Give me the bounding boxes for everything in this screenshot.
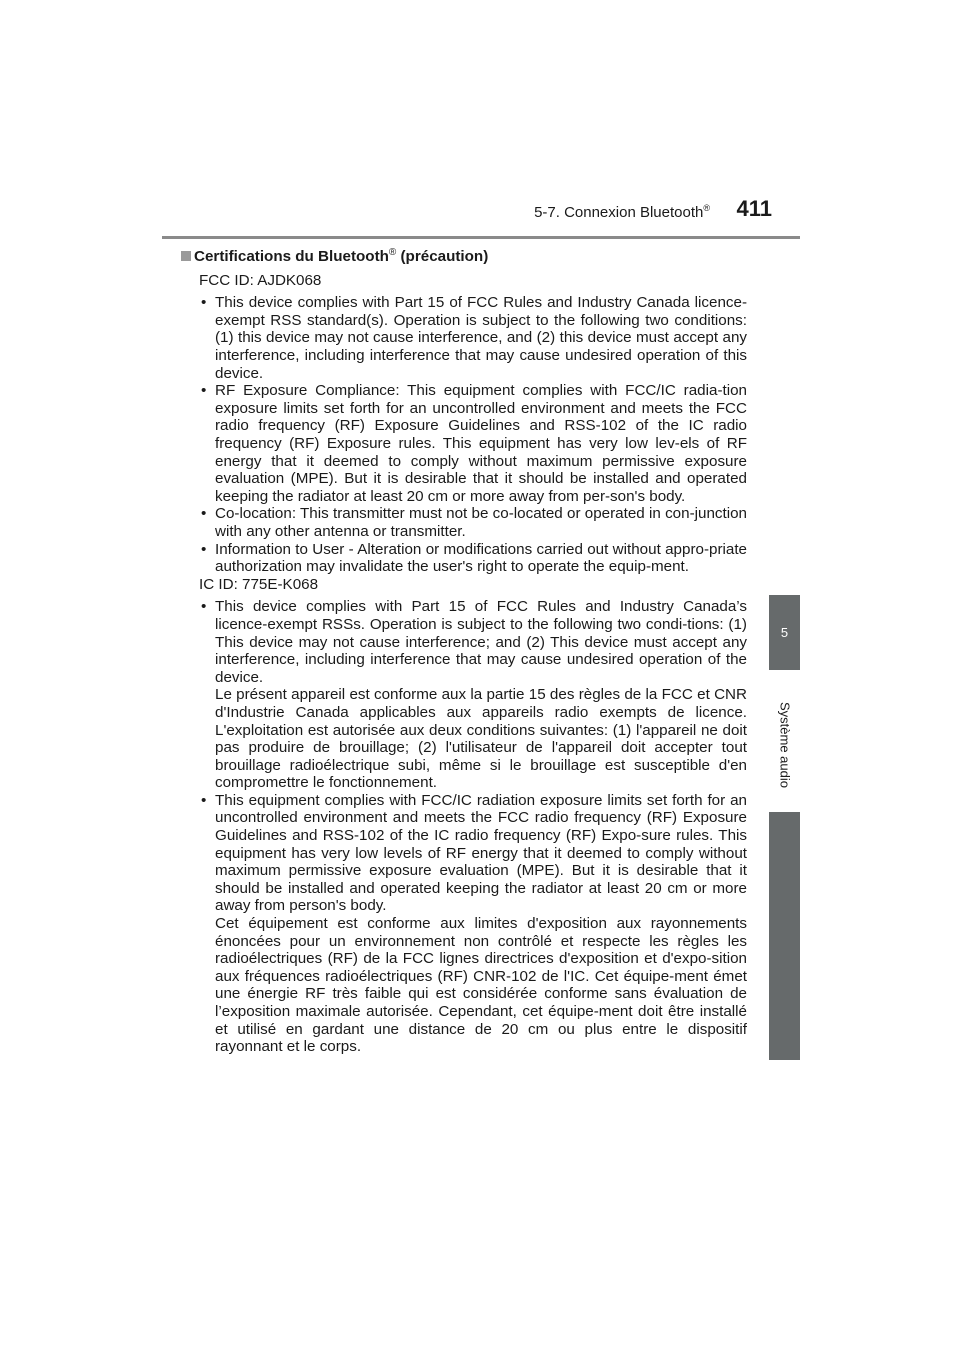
list-item (189, 294, 747, 382)
fcc-list (189, 294, 747, 576)
list-item-text: RF Exposure Compliance: This equipment complies with FCC/IC radia-tion exposure limits set forth for an uncontrolled environment and meets the FCC radio frequency (RF) Exposure Guidelines and RSS-102 of the IC radio frequency (RF) Exposure rules. This equipment has very low lev-els of RF energy that it deemed to comply without maximum permissive exposure evaluation (MPE). But it is desirable that it should be installed and operated keeping the radiator at least 20 cm or more away from per-son's body. (215, 382, 747, 505)
heading-registered-mark: ® (388, 247, 397, 258)
list-item (189, 792, 747, 1056)
list-item-text: This device complies with Part 15 of FCC Rules and Industry Canada licence-exempt RSS standard(s). Operation is subject to the following two conditions: (1) this device may not cause interference, and (2) this device must accept any interference, including interference that may cause undesired operation of this device. (215, 294, 747, 382)
heading-text: Certifications du Bluetooth (194, 248, 389, 266)
heading-suffix: (précaution) (396, 248, 489, 266)
chapter-label (771, 680, 799, 810)
bullet-icon: • (201, 382, 207, 400)
bullet-icon: • (201, 791, 207, 809)
section-title (490, 203, 710, 221)
list-item (189, 505, 747, 540)
list-item-text-en: This device complies with Part 15 of FCC Rules and Industry Canada’s licence-exempt RSSs. Operation is subject to the following two condi-tions: (1) This device may not cause interference; and (2) This device must accept any interference, including interference that may cause undesired operation of the device. (215, 598, 747, 686)
ic-id: IC ID: 775E-K068 (199, 575, 319, 593)
bullet-icon: • (201, 505, 207, 523)
list-item (189, 541, 747, 576)
list-item-text-en: This equipment complies with FCC/IC radiation exposure limits set forth for an uncontrolled environment and meets the FCC radio frequency (RF) Exposure Guidelines and RSS-102 of the IC radio frequency (RF) Expo-sure rules. This equipment has very low levels of RF energy that it deemed to comply without maximum permissive exposure evaluation (MPE). But it is desirable that it should be installed and operated keeping the radiator at least 20 cm or more away from person's body. (215, 791, 747, 915)
section-title-text: 5-7. Connexion Bluetooth (534, 204, 704, 221)
bullet-icon: • (201, 294, 207, 312)
page-content (189, 244, 747, 1056)
registered-mark: ® (703, 203, 710, 213)
chapter-label-text: Système audio (777, 702, 793, 788)
list-item (189, 382, 747, 505)
fcc-id: FCC ID: AJDK068 (199, 271, 322, 289)
list-item-text-fr: Le présent appareil est conforme aux la partie 15 des règles de la FCC et CNR d'Industrie Canada applicables aux appareils radio exempts de licence. L'exploitation est autorisée aux deux conditions suivantes: (1) l'appareil ne doit pas produire de brouillage; (2) l'utilisateur de l'appareil doit accepter tout brouillage radioélectrique subi, même si le brouillage est susceptible d'en compromettre le fonctionnement. (215, 686, 747, 792)
list-item (189, 598, 747, 792)
ic-list (189, 598, 747, 1055)
page-number: 411 (736, 196, 772, 221)
chapter-bar (769, 812, 800, 1060)
section-heading (181, 244, 747, 266)
list-item-text-fr: Cet équipement est conforme aux limites d'exposition aux rayonnements énoncées pour un environnement non contrôlé et respecte les règles les radioélectriques (RF) de la FCC lignes directrices d'exposition et d'expo-sition aux fréquences radioélectriques (RF) CNR-102 de l'IC. Cet équipe-ment émet une énergie RF très faible qui est considérée conforme sans évaluation de l’exposition maximale autorisée. Cependant, cet équipe-ment doit être installé et utilisé en gardant une distance de 20 cm ou plus entre le dispositif rayonnant et le corps. (215, 915, 747, 1056)
bullet-icon: • (201, 540, 207, 558)
list-item-text: Co-location: This transmitter must not be co-located or operated in con-junction with any other antenna or transmitter. (215, 505, 747, 540)
chapter-tab: 5 (769, 595, 800, 670)
square-bullet-icon (181, 251, 191, 261)
header-divider (162, 236, 800, 239)
bullet-icon: • (201, 598, 207, 616)
list-item-text: Information to User - Alteration or modifications carried out without appro-priate authorization may invalidate the user's right to operate the equip-ment. (215, 540, 747, 576)
